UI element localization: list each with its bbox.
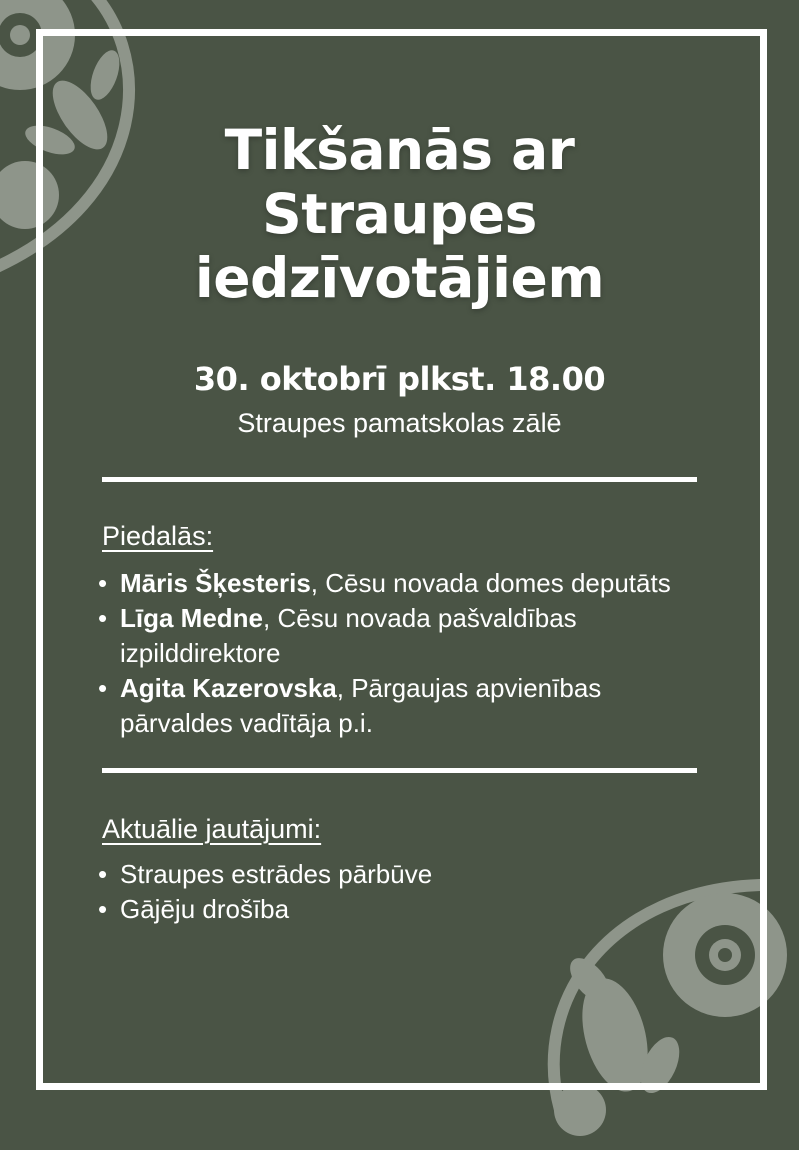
topic-text: Gājēju drošība <box>120 894 290 924</box>
participant-role: , Cēsu novada pašvaldības izpilddirektore <box>120 603 577 668</box>
topics-heading: Aktuālie jautājumi: <box>102 814 322 844</box>
topic-text: Straupes estrādes pārbūve <box>120 859 433 889</box>
participants-list <box>98 566 718 741</box>
list-item <box>98 601 718 671</box>
divider <box>102 477 697 482</box>
title-line-2: Straupes <box>262 182 537 246</box>
event-venue: Straupes pamatskolas zālē <box>237 408 562 438</box>
event-date: 30. oktobrī plkst. 18.00 <box>193 360 606 398</box>
list-item <box>98 566 718 601</box>
bullet-icon: • <box>98 859 108 889</box>
title-line-1: Tikšanās ar <box>224 118 575 182</box>
bullet-icon: • <box>98 568 108 598</box>
bullet-icon: • <box>98 603 108 633</box>
list-item <box>98 892 598 927</box>
participant-role: , Pārgaujas apvienības pārvaldes vadītāja p.i. <box>120 673 602 738</box>
topics-list <box>98 857 598 927</box>
bullet-icon: • <box>98 673 108 703</box>
participant-role: , Cēsu novada domes deputāts <box>310 568 671 598</box>
participant-name: Māris Šķesteris <box>120 568 311 598</box>
title-line-3: iedzīvotājiem <box>194 246 605 310</box>
participants-heading: Piedalās: <box>102 521 214 551</box>
bullet-icon: • <box>98 894 108 924</box>
participant-name: Agita Kazerovska <box>120 673 337 703</box>
list-item <box>98 857 598 892</box>
list-item <box>98 671 718 741</box>
page-title <box>100 118 699 310</box>
participant-name: Līga Medne <box>120 603 264 633</box>
divider <box>102 768 697 773</box>
